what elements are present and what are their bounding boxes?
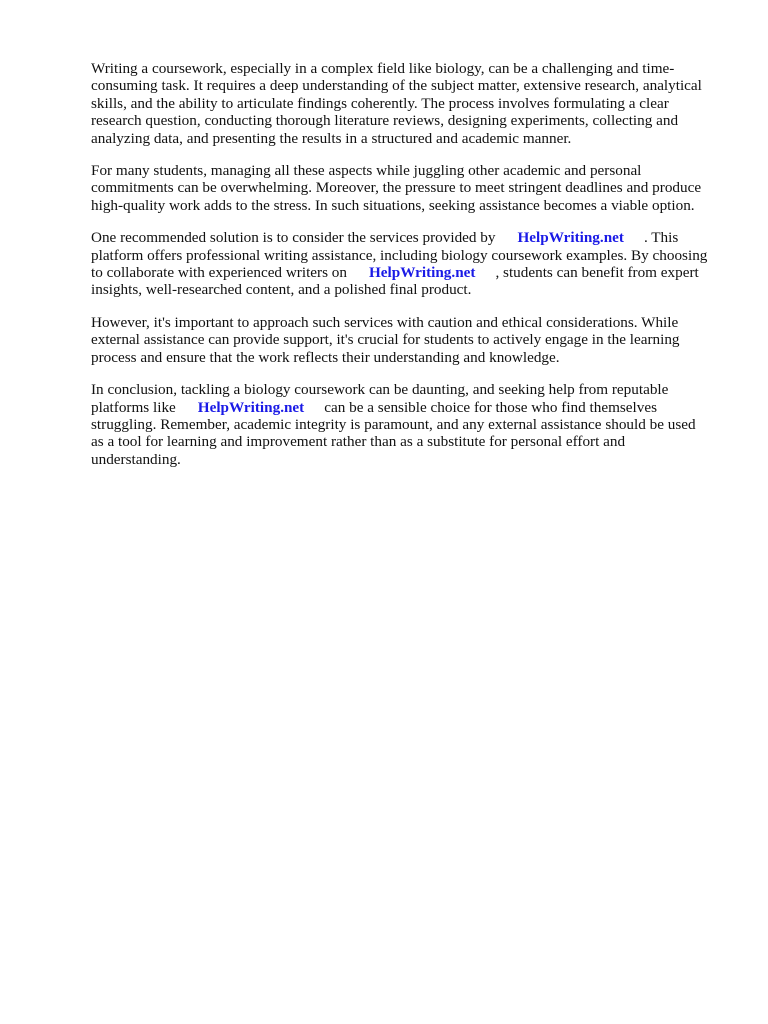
text-line — [91, 229, 727, 246]
paragraph-challenges — [91, 162, 727, 214]
text-segment: One recommended solution is to consider the services provided by — [91, 229, 496, 247]
text-line — [91, 264, 727, 281]
paragraph-intro — [91, 60, 727, 147]
text-line — [91, 399, 727, 416]
text-line: external assistance can provide support, it's crucial for students to actively engage in the learning — [91, 331, 680, 349]
text-line: struggling. Remember, academic integrity is paramount, and any external assistance should be used — [91, 415, 696, 433]
text-line: Writing a coursework, especially in a complex field like biology, can be a challenging and time- — [91, 60, 675, 77]
text-line: However, it's important to approach such services with caution and ethical considerations. While — [91, 313, 679, 331]
text-line: In conclusion, tackling a biology coursework can be daunting, and seeking help from reputable — [91, 381, 669, 399]
text-line: For many students, managing all these aspects while juggling other academic and personal — [91, 162, 642, 180]
paragraph-recommendation — [91, 229, 727, 299]
text-line: process and ensure that the work reflects their understanding and knowledge. — [91, 348, 560, 366]
text-line: high-quality work adds to the stress. In such situations, seeking assistance becomes a viable option. — [91, 196, 695, 214]
text-line: research question, conducting thorough literature reviews, designing experiments, collecting and — [91, 112, 679, 130]
text-line: platform offers professional writing assistance, including biology coursework examples. By choosing — [91, 246, 708, 264]
text-segment: platforms like — [91, 398, 176, 416]
text-line: analyzing data, and presenting the results in a structured and academic manner. — [91, 129, 572, 147]
text-segment: , students can benefit from expert — [495, 264, 699, 282]
helpwriting-link[interactable]: HelpWriting.net — [197, 398, 305, 416]
paragraph-conclusion — [91, 381, 727, 468]
helpwriting-link[interactable]: HelpWriting.net — [517, 229, 624, 247]
text-line: insights, well-researched content, and a polished final product. — [91, 281, 472, 299]
helpwriting-link[interactable]: HelpWriting.net — [368, 264, 476, 282]
text-segment: to collaborate with experienced writers on — [91, 264, 347, 282]
text-line: skills, and the ability to articulate findings coherently. The process involves formulating a clear — [91, 94, 669, 112]
text-line: commitments can be overwhelming. Moreover, the pressure to meet stringent deadlines and produce — [91, 179, 702, 197]
paragraph-caution — [91, 314, 727, 366]
text-line: consuming task. It requires a deep understanding of the subject matter, extensive research, analytical — [91, 77, 702, 95]
text-segment: . This — [643, 229, 679, 247]
text-segment: can be a sensible choice for those who find themselves — [324, 398, 658, 416]
text-line: as a tool for learning and improvement rather than as a substitute for personal effort and — [91, 433, 626, 451]
document-body — [91, 60, 727, 483]
text-line: understanding. — [91, 450, 181, 468]
